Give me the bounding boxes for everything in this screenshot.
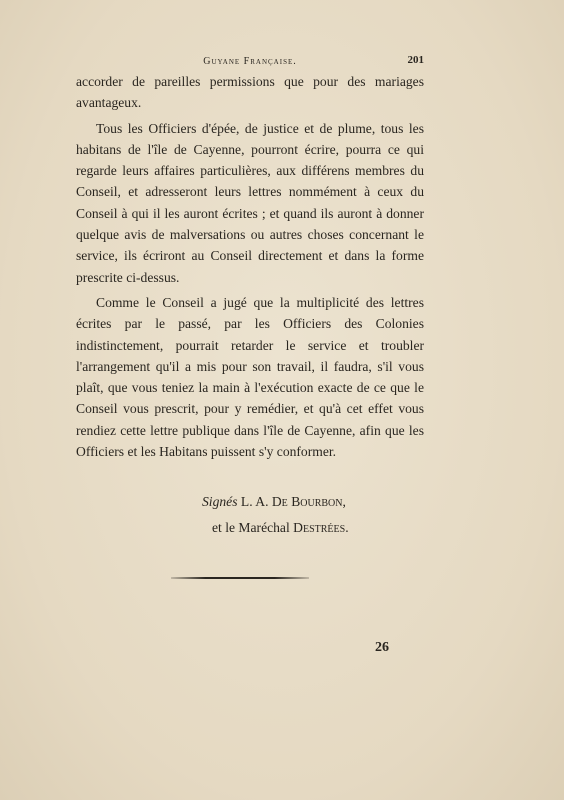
signed-word: Signés (202, 494, 238, 509)
signature-line-2 (76, 517, 424, 538)
sheet-signature-mark: 26 (375, 640, 389, 655)
signature-prefix: et le Maréchal (212, 520, 290, 535)
page-number: 201 (407, 54, 424, 66)
main-text (76, 71, 424, 535)
paragraph: Comme le Conseil a jugé que la multiplicité des lettres écrites par le passé, par les Officiers des Colonies indistinctement, pourrait retarder le service et troubler l'arrangement qu'il a mis pour son travail, il faudra, s'il vous plaît, que vous teniez la main à l'exécution exacte de ce que le Conseil vous prescrit, pour y remédier, et qu'à cet effet vous rendiez cette lettre publique dans l'île de Cayenne, afin que les Officiers et les Habitans puissent s'y conformer. (76, 294, 424, 460)
end-rule-divider (171, 577, 309, 579)
running-title: Guyane Française. (203, 56, 297, 67)
paragraph: Tous les Officiers d'épée, de justice et de plume, tous les habitans de l'île de Cayenne, pourront écrire, pourra ce qui regarde leurs affaires particulières, aux différens membres du Conseil, et adresseront leurs lettres nommément à ceux du Conseil à qui il les auront écrites ; et quand ils auront à donner quelque avis de malversations ou autres choses concernant le service, ils écriront au Conseil directement et dans la forme prescrite ci-dessus. (76, 120, 424, 285)
signatory-name-2: Destrées. (293, 520, 349, 535)
signatory-name-1: L. A. De Bourbon, (240, 494, 346, 509)
signature-line-1 (76, 491, 424, 512)
running-head (76, 54, 424, 70)
paragraph-continuation: accorder de pareilles permissions que pour des mariages avantageux. (76, 74, 424, 111)
